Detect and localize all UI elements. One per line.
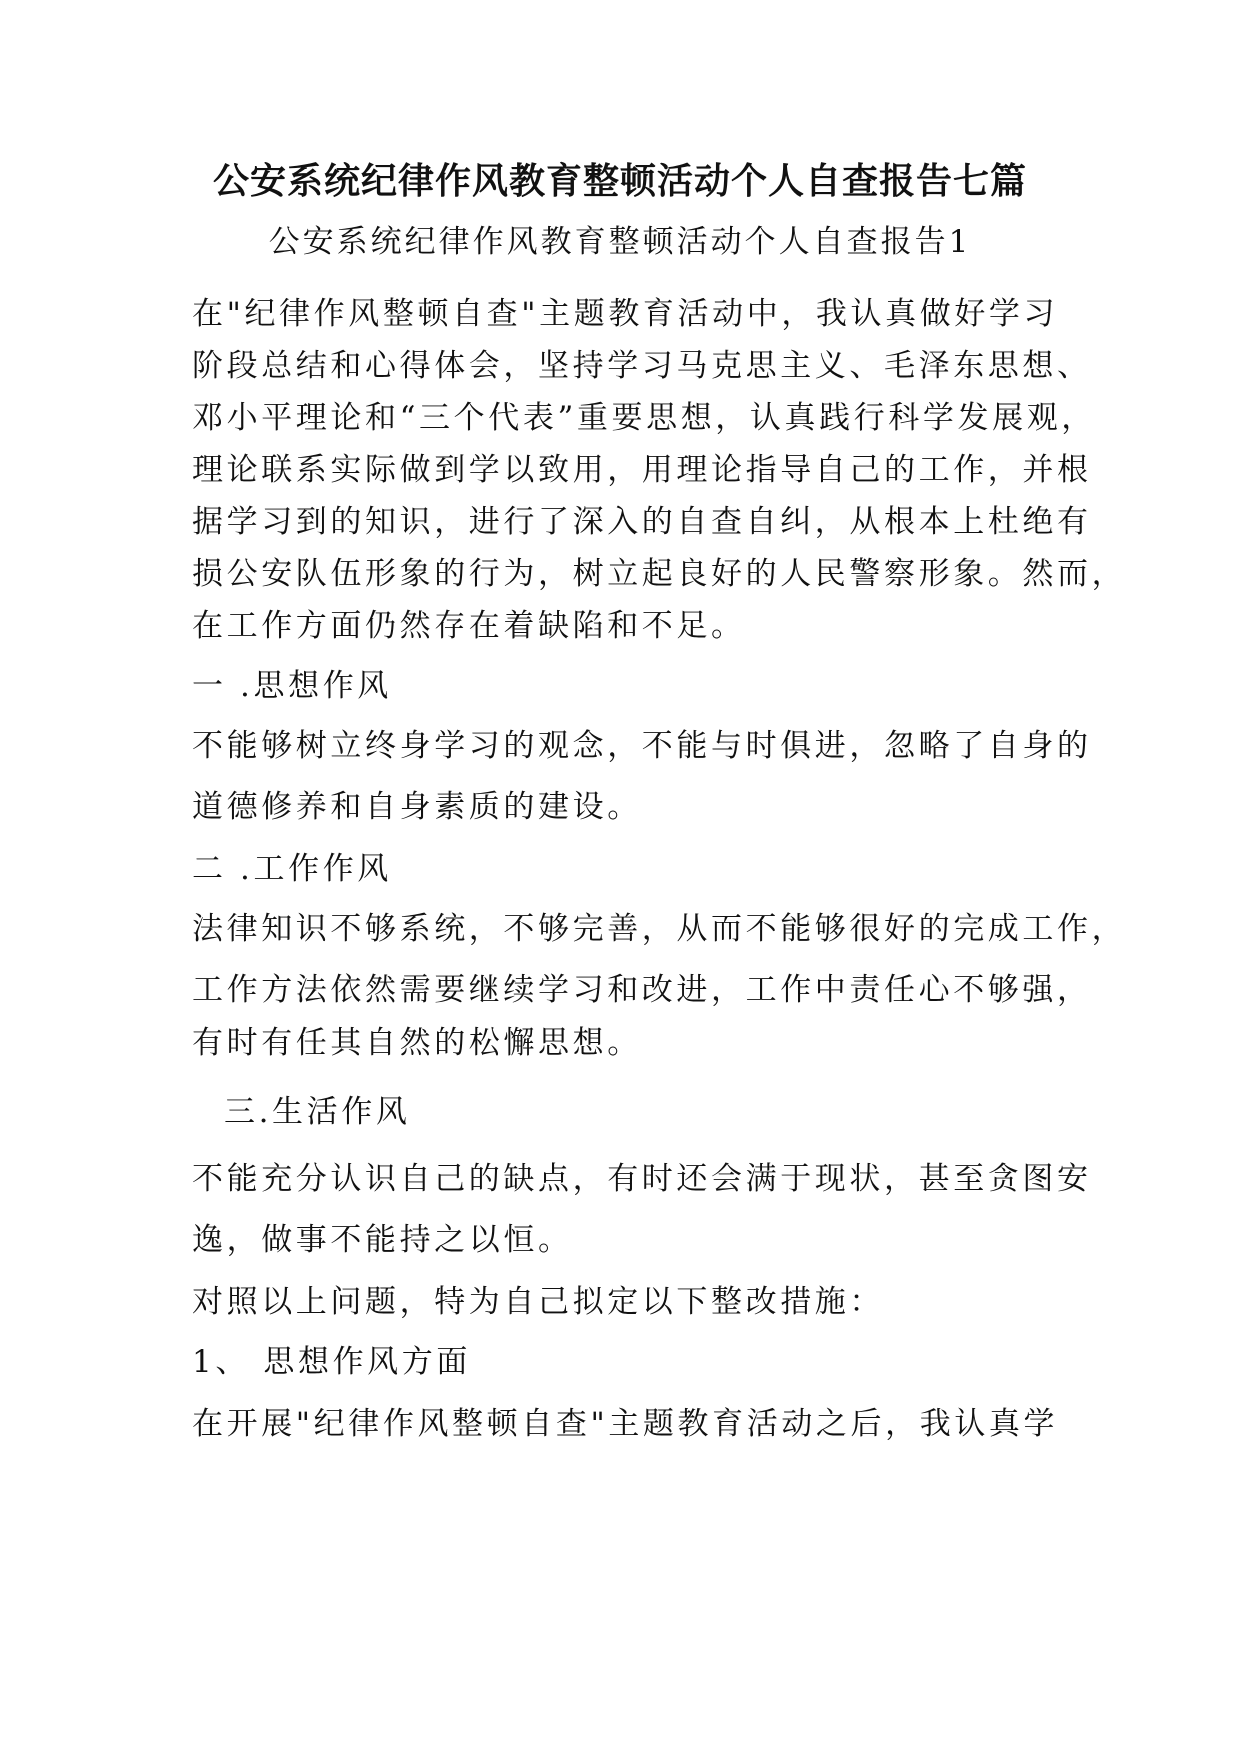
paragraph-line: 工作方法依然需要继续学习和改进，工作中责任心不够强， <box>192 972 1092 1008</box>
paragraph-line: 邓小平理论和“三个代表”重要思想，认真践行科学发展观， <box>192 400 1096 436</box>
paragraph-line: 不能充分认识自己的缺点，有时还会满于现状，甚至贪图安 <box>192 1161 1092 1197</box>
paragraph-line: 道德修养和自身素质的建设。 <box>192 789 642 825</box>
paragraph-line: 理论联系实际做到学以致用，用理论指导自己的工作，并根 <box>192 452 1092 488</box>
paragraph-line: 有时有任其自然的松懈思想。 <box>192 1025 642 1061</box>
paragraph-line: 法律知识不够系统，不够完善，从而不能够很好的完成工作， <box>192 911 1127 947</box>
paragraph-line: 逸，做事不能持之以恒。 <box>192 1222 573 1258</box>
paragraph-line: 阶段总结和心得体会，坚持学习马克思主义、毛泽东思想、 <box>192 348 1092 384</box>
paragraph-line: 对照以上问题，特为自己拟定以下整改措施： <box>192 1284 884 1320</box>
paragraph-line: 不能够树立终身学习的观念，不能与时俱进，忽略了自身的 <box>192 728 1092 764</box>
numbered-heading-thinking: 1、 思想作风方面 <box>192 1344 471 1380</box>
section-heading-work-style: 二 .工作作风 <box>192 851 392 887</box>
section-heading-life-style: 三.生活作风 <box>224 1094 411 1130</box>
paragraph-line: 据学习到的知识，进行了深入的自查自纠，从根本上杜绝有 <box>192 504 1092 540</box>
paragraph-line: 在"纪律作风整顿自查"主题教育活动中，我认真做好学习 <box>192 296 1059 332</box>
paragraph-line: 在工作方面仍然存在着缺陷和不足。 <box>192 608 746 644</box>
report-subtitle: 公安系统纪律作风教育整顿活动个人自查报告1 <box>268 224 972 260</box>
paragraph-line: 损公安队伍形象的行为，树立起良好的人民警察形象。然而， <box>192 556 1127 592</box>
document-title: 公安系统纪律作风教育整顿活动个人自查报告七篇 <box>212 161 1027 202</box>
section-heading-thinking-style: 一 .思想作风 <box>192 668 392 704</box>
paragraph-line: 在开展"纪律作风整顿自查"主题教育活动之后，我认真学 <box>192 1406 1059 1442</box>
